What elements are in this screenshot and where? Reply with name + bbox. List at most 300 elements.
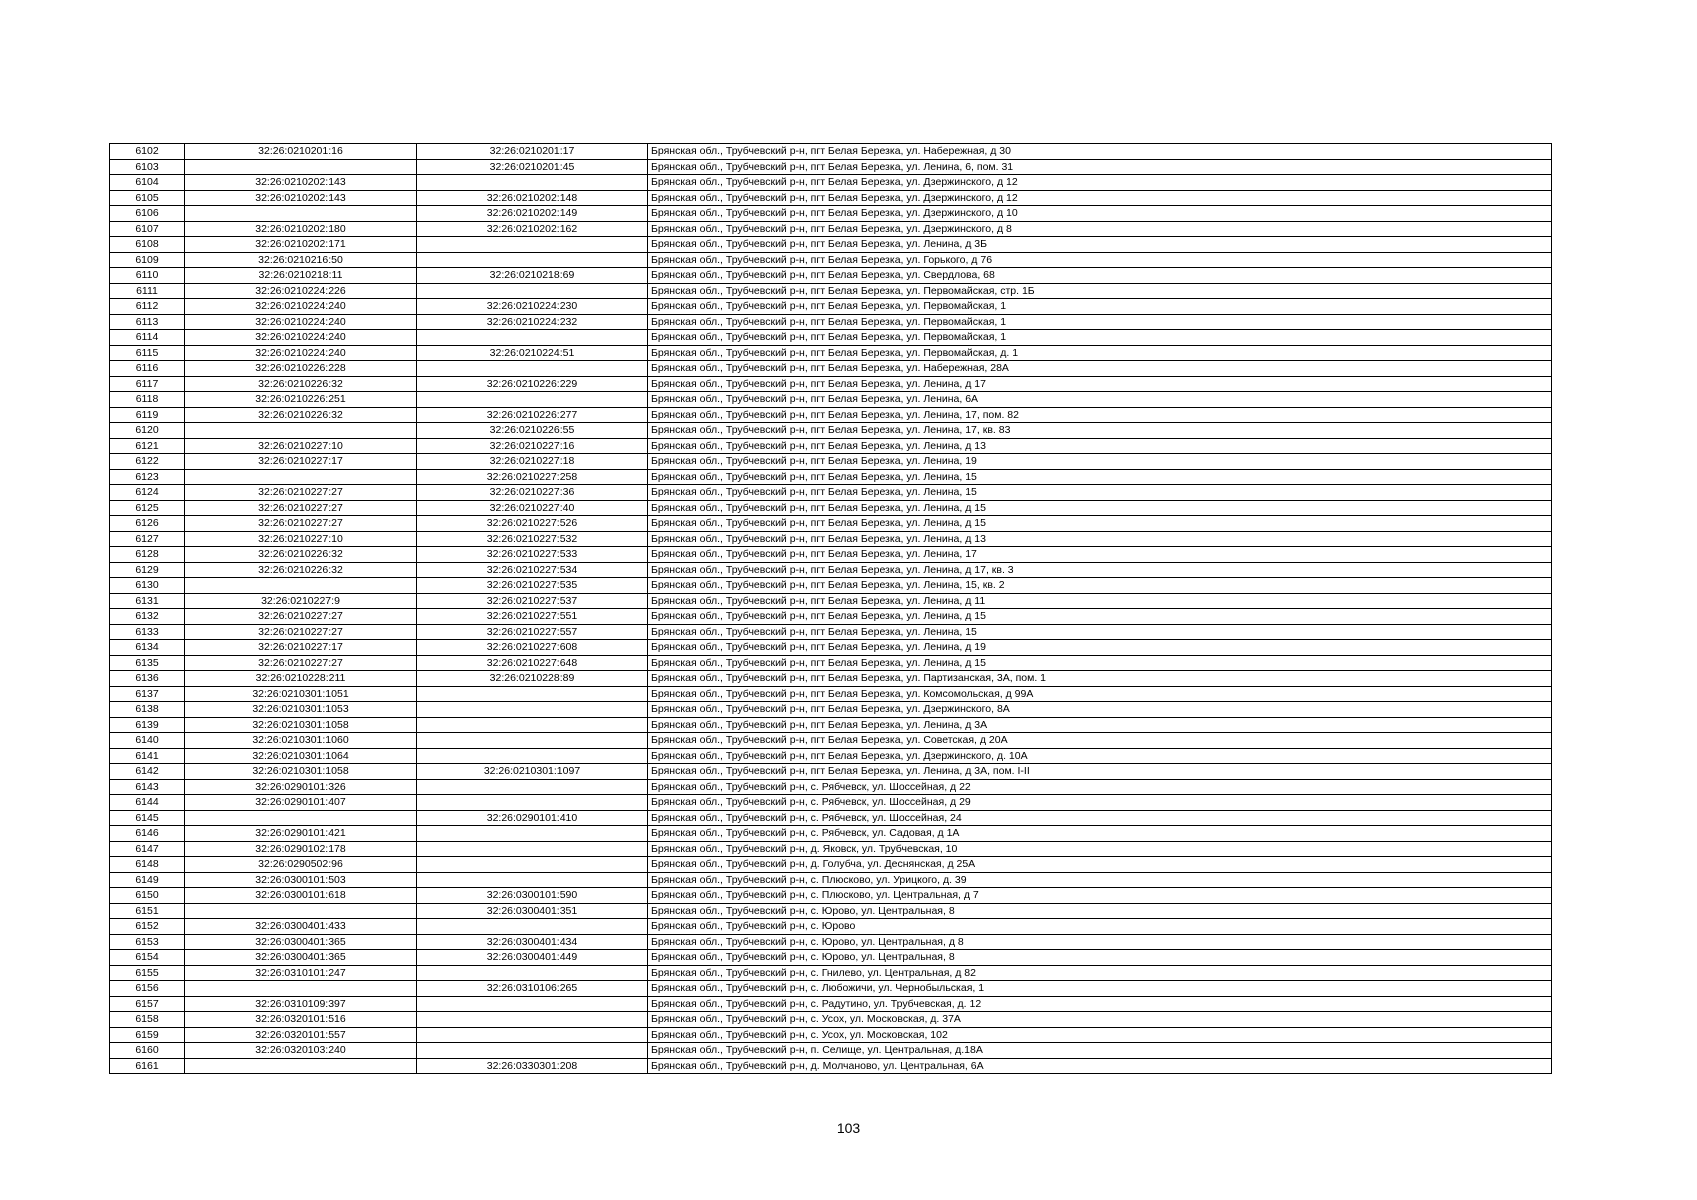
parcel-cadastral-cell: 32:26:0320103:240 xyxy=(185,1043,417,1059)
address-cell: Брянская обл., Трубчевский р-н, п. Селище, ул. Центральная, д.18А xyxy=(648,1043,1552,1059)
row-number-cell: 6111 xyxy=(110,283,185,299)
row-number-cell: 6121 xyxy=(110,438,185,454)
parcel-cadastral-cell: 32:26:0300101:618 xyxy=(185,888,417,904)
address-cell: Брянская обл., Трубчевский р-н, с. Юрово xyxy=(648,919,1552,935)
address-cell: Брянская обл., Трубчевский р-н, пгт Белая Березка, ул. Партизанская, 3А, пом. 1 xyxy=(648,671,1552,687)
address-cell: Брянская обл., Трубчевский р-н, пгт Белая Березка, ул. Дзержинского, д 12 xyxy=(648,175,1552,191)
table-row xyxy=(110,144,1552,160)
building-cadastral-cell: 32:26:0210226:229 xyxy=(417,376,648,392)
row-number-cell: 6107 xyxy=(110,221,185,237)
building-cadastral-cell xyxy=(417,686,648,702)
building-cadastral-cell xyxy=(417,748,648,764)
table-row xyxy=(110,1012,1552,1028)
row-number-cell: 6114 xyxy=(110,330,185,346)
address-cell: Брянская обл., Трубчевский р-н, с. Юрово, ул. Центральная, 8 xyxy=(648,950,1552,966)
parcel-cadastral-cell: 32:26:0210227:27 xyxy=(185,500,417,516)
row-number-cell: 6153 xyxy=(110,934,185,950)
building-cadastral-cell: 32:26:0210227:551 xyxy=(417,609,648,625)
building-cadastral-cell: 32:26:0210301:1097 xyxy=(417,764,648,780)
address-cell: Брянская обл., Трубчевский р-н, пгт Белая Березка, ул. Дзержинского, д 12 xyxy=(648,190,1552,206)
parcel-cadastral-cell: 32:26:0210227:27 xyxy=(185,609,417,625)
building-cadastral-cell xyxy=(417,392,648,408)
address-cell: Брянская обл., Трубчевский р-н, пгт Белая Березка, ул. Ленина, д 19 xyxy=(648,640,1552,656)
building-cadastral-cell xyxy=(417,1043,648,1059)
parcel-cadastral-cell: 32:26:0210202:171 xyxy=(185,237,417,253)
row-number-cell: 6158 xyxy=(110,1012,185,1028)
address-cell: Брянская обл., Трубчевский р-н, с. Усох, ул. Московская, 102 xyxy=(648,1027,1552,1043)
table-row xyxy=(110,531,1552,547)
building-cadastral-cell: 32:26:0210227:533 xyxy=(417,547,648,563)
building-cadastral-cell: 32:26:0330301:208 xyxy=(417,1058,648,1074)
address-cell: Брянская обл., Трубчевский р-н, пгт Белая Березка, ул. Комсомольская, д 99А xyxy=(648,686,1552,702)
address-cell: Брянская обл., Трубчевский р-н, пгт Белая Березка, ул. Ленина, 17 xyxy=(648,547,1552,563)
building-cadastral-cell: 32:26:0210227:526 xyxy=(417,516,648,532)
row-number-cell: 6151 xyxy=(110,903,185,919)
parcel-cadastral-cell: 32:26:0310109:397 xyxy=(185,996,417,1012)
parcel-cadastral-cell: 32:26:0290101:407 xyxy=(185,795,417,811)
row-number-cell: 6122 xyxy=(110,454,185,470)
address-cell: Брянская обл., Трубчевский р-н, пгт Белая Березка, ул. Ленина, д 3Б xyxy=(648,237,1552,253)
parcel-cadastral-cell: 32:26:0210218:11 xyxy=(185,268,417,284)
parcel-cadastral-cell: 32:26:0210224:240 xyxy=(185,345,417,361)
table-row xyxy=(110,578,1552,594)
table-row xyxy=(110,671,1552,687)
address-cell: Брянская обл., Трубчевский р-н, пгт Белая Березка, ул. Ленина, 17, пом. 82 xyxy=(648,407,1552,423)
address-cell: Брянская обл., Трубчевский р-н, пгт Белая Березка, ул. Горького, д 76 xyxy=(648,252,1552,268)
parcel-cadastral-cell: 32:26:0210301:1060 xyxy=(185,733,417,749)
building-cadastral-cell: 32:26:0210218:69 xyxy=(417,268,648,284)
address-cell: Брянская обл., Трубчевский р-н, с. Юрово, ул. Центральная, 8 xyxy=(648,903,1552,919)
address-cell: Брянская обл., Трубчевский р-н, с. Гнилево, ул. Центральная, д 82 xyxy=(648,965,1552,981)
table-row xyxy=(110,314,1552,330)
row-number-cell: 6138 xyxy=(110,702,185,718)
building-cadastral-cell xyxy=(417,283,648,299)
address-cell: Брянская обл., Трубчевский р-н, пгт Белая Березка, ул. Ленина, 15 xyxy=(648,485,1552,501)
address-cell: Брянская обл., Трубчевский р-н, пгт Белая Березка, ул. Советская, д 20А xyxy=(648,733,1552,749)
building-cadastral-cell xyxy=(417,826,648,842)
row-number-cell: 6106 xyxy=(110,206,185,222)
table-row xyxy=(110,469,1552,485)
address-cell: Брянская обл., Трубчевский р-н, д. Молчаново, ул. Центральная, 6А xyxy=(648,1058,1552,1074)
parcel-cadastral-cell: 32:26:0210201:16 xyxy=(185,144,417,160)
table-row xyxy=(110,841,1552,857)
address-cell: Брянская обл., Трубчевский р-н, с. Рябчевск, ул. Шоссейная, 24 xyxy=(648,810,1552,826)
building-cadastral-cell: 32:26:0210202:162 xyxy=(417,221,648,237)
parcel-cadastral-cell xyxy=(185,981,417,997)
row-number-cell: 6130 xyxy=(110,578,185,594)
address-cell: Брянская обл., Трубчевский р-н, пгт Белая Березка, ул. Ленина, д 3А xyxy=(648,717,1552,733)
parcel-cadastral-cell: 32:26:0210224:240 xyxy=(185,299,417,315)
building-cadastral-cell xyxy=(417,717,648,733)
building-cadastral-cell: 32:26:0210228:89 xyxy=(417,671,648,687)
address-cell: Брянская обл., Трубчевский р-н, пгт Белая Березка, ул. Первомайская, д. 1 xyxy=(648,345,1552,361)
row-number-cell: 6103 xyxy=(110,159,185,175)
table-row xyxy=(110,237,1552,253)
address-cell: Брянская обл., Трубчевский р-н, пгт Белая Березка, ул. Набережная, д 30 xyxy=(648,144,1552,160)
address-cell: Брянская обл., Трубчевский р-н, пгт Белая Березка, ул. Первомайская, 1 xyxy=(648,299,1552,315)
table-row xyxy=(110,888,1552,904)
table-row xyxy=(110,206,1552,222)
address-cell: Брянская обл., Трубчевский р-н, пгт Белая Березка, ул. Ленина, 6, пом. 31 xyxy=(648,159,1552,175)
building-cadastral-cell: 32:26:0210227:40 xyxy=(417,500,648,516)
table-row xyxy=(110,857,1552,873)
parcel-cadastral-cell xyxy=(185,206,417,222)
registry-table xyxy=(109,143,1552,1074)
address-cell: Брянская обл., Трубчевский р-н, с. Любожичи, ул. Чернобыльская, 1 xyxy=(648,981,1552,997)
table-row xyxy=(110,826,1552,842)
address-cell: Брянская обл., Трубчевский р-н, с. Юрово, ул. Центральная, д 8 xyxy=(648,934,1552,950)
address-cell: Брянская обл., Трубчевский р-н, пгт Белая Березка, ул. Ленина, д 13 xyxy=(648,438,1552,454)
building-cadastral-cell: 32:26:0210227:537 xyxy=(417,593,648,609)
table-row xyxy=(110,252,1552,268)
parcel-cadastral-cell: 32:26:0300401:365 xyxy=(185,934,417,950)
table-row xyxy=(110,934,1552,950)
parcel-cadastral-cell: 32:26:0210216:50 xyxy=(185,252,417,268)
table-row xyxy=(110,1043,1552,1059)
parcel-cadastral-cell: 32:26:0210226:228 xyxy=(185,361,417,377)
building-cadastral-cell: 32:26:0310106:265 xyxy=(417,981,648,997)
parcel-cadastral-cell: 32:26:0210226:32 xyxy=(185,562,417,578)
building-cadastral-cell xyxy=(417,1027,648,1043)
row-number-cell: 6156 xyxy=(110,981,185,997)
table-row xyxy=(110,965,1552,981)
row-number-cell: 6105 xyxy=(110,190,185,206)
building-cadastral-cell xyxy=(417,996,648,1012)
table-row xyxy=(110,547,1552,563)
parcel-cadastral-cell: 32:26:0210224:240 xyxy=(185,314,417,330)
building-cadastral-cell: 32:26:0210227:557 xyxy=(417,624,648,640)
building-cadastral-cell xyxy=(417,872,648,888)
row-number-cell: 6131 xyxy=(110,593,185,609)
table-row xyxy=(110,810,1552,826)
parcel-cadastral-cell: 32:26:0210227:27 xyxy=(185,485,417,501)
parcel-cadastral-cell: 32:26:0210227:27 xyxy=(185,655,417,671)
row-number-cell: 6144 xyxy=(110,795,185,811)
building-cadastral-cell: 32:26:0210226:55 xyxy=(417,423,648,439)
row-number-cell: 6113 xyxy=(110,314,185,330)
table-row xyxy=(110,392,1552,408)
address-cell: Брянская обл., Трубчевский р-н, пгт Белая Березка, ул. Ленина, д 17, кв. 3 xyxy=(648,562,1552,578)
address-cell: Брянская обл., Трубчевский р-н, пгт Белая Березка, ул. Дзержинского, д. 10А xyxy=(648,748,1552,764)
address-cell: Брянская обл., Трубчевский р-н, пгт Белая Березка, ул. Набережная, 28А xyxy=(648,361,1552,377)
table-row xyxy=(110,1058,1552,1074)
row-number-cell: 6154 xyxy=(110,950,185,966)
parcel-cadastral-cell xyxy=(185,1058,417,1074)
row-number-cell: 6118 xyxy=(110,392,185,408)
table-row xyxy=(110,361,1552,377)
building-cadastral-cell: 32:26:0210202:149 xyxy=(417,206,648,222)
parcel-cadastral-cell xyxy=(185,810,417,826)
table-row xyxy=(110,299,1552,315)
building-cadastral-cell: 32:26:0210226:277 xyxy=(417,407,648,423)
table-row xyxy=(110,748,1552,764)
address-cell: Брянская обл., Трубчевский р-н, д. Голубча, ул. Деснянская, д 25А xyxy=(648,857,1552,873)
row-number-cell: 6137 xyxy=(110,686,185,702)
parcel-cadastral-cell xyxy=(185,159,417,175)
building-cadastral-cell: 32:26:0210202:148 xyxy=(417,190,648,206)
building-cadastral-cell xyxy=(417,702,648,718)
parcel-cadastral-cell xyxy=(185,423,417,439)
row-number-cell: 6157 xyxy=(110,996,185,1012)
row-number-cell: 6109 xyxy=(110,252,185,268)
table-row xyxy=(110,640,1552,656)
parcel-cadastral-cell: 32:26:0210227:27 xyxy=(185,624,417,640)
table-row xyxy=(110,795,1552,811)
row-number-cell: 6136 xyxy=(110,671,185,687)
building-cadastral-cell: 32:26:0300401:434 xyxy=(417,934,648,950)
table-row xyxy=(110,764,1552,780)
address-cell: Брянская обл., Трубчевский р-н, пгт Белая Березка, ул. Дзержинского, д 8 xyxy=(648,221,1552,237)
row-number-cell: 6140 xyxy=(110,733,185,749)
table-row xyxy=(110,562,1552,578)
table-row xyxy=(110,345,1552,361)
building-cadastral-cell: 32:26:0210227:532 xyxy=(417,531,648,547)
table-row xyxy=(110,981,1552,997)
parcel-cadastral-cell: 32:26:0210301:1064 xyxy=(185,748,417,764)
building-cadastral-cell xyxy=(417,795,648,811)
building-cadastral-cell: 32:26:0210224:232 xyxy=(417,314,648,330)
address-cell: Брянская обл., Трубчевский р-н, пгт Белая Березка, ул. Ленина, 15 xyxy=(648,624,1552,640)
address-cell: Брянская обл., Трубчевский р-н, пгт Белая Березка, ул. Ленина, д 3А, пом. I-II xyxy=(648,764,1552,780)
table-row xyxy=(110,950,1552,966)
row-number-cell: 6133 xyxy=(110,624,185,640)
table-row xyxy=(110,733,1552,749)
row-number-cell: 6145 xyxy=(110,810,185,826)
parcel-cadastral-cell: 32:26:0210227:17 xyxy=(185,454,417,470)
building-cadastral-cell: 32:26:0300101:590 xyxy=(417,888,648,904)
parcel-cadastral-cell: 32:26:0300401:433 xyxy=(185,919,417,935)
building-cadastral-cell xyxy=(417,733,648,749)
table-row xyxy=(110,407,1552,423)
parcel-cadastral-cell: 32:26:0210228:211 xyxy=(185,671,417,687)
building-cadastral-cell: 32:26:0290101:410 xyxy=(417,810,648,826)
table-row xyxy=(110,686,1552,702)
row-number-cell: 6115 xyxy=(110,345,185,361)
parcel-cadastral-cell: 32:26:0320101:557 xyxy=(185,1027,417,1043)
parcel-cadastral-cell xyxy=(185,903,417,919)
row-number-cell: 6116 xyxy=(110,361,185,377)
row-number-cell: 6110 xyxy=(110,268,185,284)
table-row xyxy=(110,779,1552,795)
row-number-cell: 6128 xyxy=(110,547,185,563)
table-row xyxy=(110,702,1552,718)
row-number-cell: 6108 xyxy=(110,237,185,253)
parcel-cadastral-cell xyxy=(185,469,417,485)
parcel-cadastral-cell: 32:26:0210227:27 xyxy=(185,516,417,532)
row-number-cell: 6129 xyxy=(110,562,185,578)
row-number-cell: 6161 xyxy=(110,1058,185,1074)
address-cell: Брянская обл., Трубчевский р-н, пгт Белая Березка, ул. Ленина, 6А xyxy=(648,392,1552,408)
building-cadastral-cell xyxy=(417,779,648,795)
table-row xyxy=(110,655,1552,671)
parcel-cadastral-cell: 32:26:0210202:143 xyxy=(185,175,417,191)
table-row xyxy=(110,609,1552,625)
building-cadastral-cell: 32:26:0210227:608 xyxy=(417,640,648,656)
address-cell: Брянская обл., Трубчевский р-н, пгт Белая Березка, ул. Первомайская, стр. 1Б xyxy=(648,283,1552,299)
table-row xyxy=(110,159,1552,175)
address-cell: Брянская обл., Трубчевский р-н, с. Рябчевск, ул. Шоссейная, д 29 xyxy=(648,795,1552,811)
table-row xyxy=(110,919,1552,935)
row-number-cell: 6125 xyxy=(110,500,185,516)
row-number-cell: 6120 xyxy=(110,423,185,439)
row-number-cell: 6117 xyxy=(110,376,185,392)
row-number-cell: 6141 xyxy=(110,748,185,764)
address-cell: Брянская обл., Трубчевский р-н, пгт Белая Березка, ул. Ленина, д 15 xyxy=(648,500,1552,516)
address-cell: Брянская обл., Трубчевский р-н, с. Радутино, ул. Трубчевская, д. 12 xyxy=(648,996,1552,1012)
row-number-cell: 6127 xyxy=(110,531,185,547)
row-number-cell: 6150 xyxy=(110,888,185,904)
building-cadastral-cell xyxy=(417,919,648,935)
address-cell: Брянская обл., Трубчевский р-н, пгт Белая Березка, ул. Первомайская, 1 xyxy=(648,314,1552,330)
parcel-cadastral-cell: 32:26:0300101:503 xyxy=(185,872,417,888)
table-row xyxy=(110,423,1552,439)
building-cadastral-cell: 32:26:0300401:449 xyxy=(417,950,648,966)
row-number-cell: 6123 xyxy=(110,469,185,485)
address-cell: Брянская обл., Трубчевский р-н, с. Плюсково, ул. Центральная, д 7 xyxy=(648,888,1552,904)
parcel-cadastral-cell: 32:26:0320101:516 xyxy=(185,1012,417,1028)
parcel-cadastral-cell: 32:26:0210227:17 xyxy=(185,640,417,656)
building-cadastral-cell xyxy=(417,841,648,857)
parcel-cadastral-cell: 32:26:0210301:1058 xyxy=(185,717,417,733)
table-row xyxy=(110,1027,1552,1043)
building-cadastral-cell: 32:26:0300401:351 xyxy=(417,903,648,919)
address-cell: Брянская обл., Трубчевский р-н, пгт Белая Березка, ул. Дзержинского, 8А xyxy=(648,702,1552,718)
page-number: 103 xyxy=(836,1120,861,1136)
building-cadastral-cell xyxy=(417,857,648,873)
row-number-cell: 6102 xyxy=(110,144,185,160)
table-row xyxy=(110,454,1552,470)
address-cell: Брянская обл., Трубчевский р-н, с. Рябчевск, ул. Садовая, д 1А xyxy=(648,826,1552,842)
address-cell: Брянская обл., Трубчевский р-н, пгт Белая Березка, ул. Ленина, 17, кв. 83 xyxy=(648,423,1552,439)
building-cadastral-cell: 32:26:0210201:17 xyxy=(417,144,648,160)
parcel-cadastral-cell: 32:26:0290101:326 xyxy=(185,779,417,795)
address-cell: Брянская обл., Трубчевский р-н, пгт Белая Березка, ул. Ленина, д 17 xyxy=(648,376,1552,392)
row-number-cell: 6139 xyxy=(110,717,185,733)
parcel-cadastral-cell: 32:26:0210227:10 xyxy=(185,531,417,547)
table-row xyxy=(110,190,1552,206)
address-cell: Брянская обл., Трубчевский р-н, с. Рябчевск, ул. Шоссейная, д 22 xyxy=(648,779,1552,795)
row-number-cell: 6104 xyxy=(110,175,185,191)
table-row xyxy=(110,283,1552,299)
row-number-cell: 6126 xyxy=(110,516,185,532)
address-cell: Брянская обл., Трубчевский р-н, пгт Белая Березка, ул. Ленина, д 15 xyxy=(648,516,1552,532)
address-cell: Брянская обл., Трубчевский р-н, пгт Белая Березка, ул. Ленина, д 11 xyxy=(648,593,1552,609)
parcel-cadastral-cell: 32:26:0210301:1053 xyxy=(185,702,417,718)
parcel-cadastral-cell: 32:26:0210224:240 xyxy=(185,330,417,346)
row-number-cell: 6124 xyxy=(110,485,185,501)
table-row xyxy=(110,593,1552,609)
row-number-cell: 6146 xyxy=(110,826,185,842)
parcel-cadastral-cell: 32:26:0210301:1051 xyxy=(185,686,417,702)
table-row xyxy=(110,500,1552,516)
table-row xyxy=(110,376,1552,392)
row-number-cell: 6147 xyxy=(110,841,185,857)
address-cell: Брянская обл., Трубчевский р-н, пгт Белая Березка, ул. Ленина, 15 xyxy=(648,469,1552,485)
registry-table-body xyxy=(110,144,1552,1074)
building-cadastral-cell: 32:26:0210227:534 xyxy=(417,562,648,578)
parcel-cadastral-cell: 32:26:0210226:32 xyxy=(185,376,417,392)
address-cell: Брянская обл., Трубчевский р-н, пгт Белая Березка, ул. Ленина, 15, кв. 2 xyxy=(648,578,1552,594)
address-cell: Брянская обл., Трубчевский р-н, пгт Белая Березка, ул. Дзержинского, д 10 xyxy=(648,206,1552,222)
parcel-cadastral-cell: 32:26:0300401:365 xyxy=(185,950,417,966)
table-row xyxy=(110,330,1552,346)
building-cadastral-cell: 32:26:0210224:51 xyxy=(417,345,648,361)
address-cell: Брянская обл., Трубчевский р-н, пгт Белая Березка, ул. Свердлова, 68 xyxy=(648,268,1552,284)
row-number-cell: 6160 xyxy=(110,1043,185,1059)
building-cadastral-cell: 32:26:0210227:648 xyxy=(417,655,648,671)
row-number-cell: 6143 xyxy=(110,779,185,795)
building-cadastral-cell xyxy=(417,1012,648,1028)
table-row xyxy=(110,516,1552,532)
building-cadastral-cell xyxy=(417,330,648,346)
address-cell: Брянская обл., Трубчевский р-н, пгт Белая Березка, ул. Ленина, д 13 xyxy=(648,531,1552,547)
building-cadastral-cell xyxy=(417,252,648,268)
parcel-cadastral-cell: 32:26:0210301:1058 xyxy=(185,764,417,780)
table-row xyxy=(110,175,1552,191)
row-number-cell: 6148 xyxy=(110,857,185,873)
table-row xyxy=(110,624,1552,640)
row-number-cell: 6159 xyxy=(110,1027,185,1043)
table-row xyxy=(110,438,1552,454)
table-row xyxy=(110,903,1552,919)
address-cell: Брянская обл., Трубчевский р-н, пгт Белая Березка, ул. Ленина, д 15 xyxy=(648,655,1552,671)
building-cadastral-cell xyxy=(417,175,648,191)
table-row xyxy=(110,221,1552,237)
building-cadastral-cell xyxy=(417,361,648,377)
row-number-cell: 6132 xyxy=(110,609,185,625)
table-row xyxy=(110,485,1552,501)
address-cell: Брянская обл., Трубчевский р-н, пгт Белая Березка, ул. Первомайская, 1 xyxy=(648,330,1552,346)
address-cell: Брянская обл., Трубчевский р-н, с. Усох, ул. Московская, д. 37А xyxy=(648,1012,1552,1028)
row-number-cell: 6134 xyxy=(110,640,185,656)
parcel-cadastral-cell: 32:26:0210202:143 xyxy=(185,190,417,206)
building-cadastral-cell: 32:26:0210227:258 xyxy=(417,469,648,485)
address-cell: Брянская обл., Трубчевский р-н, с. Плюсково, ул. Урицкого, д. 39 xyxy=(648,872,1552,888)
row-number-cell: 6152 xyxy=(110,919,185,935)
parcel-cadastral-cell: 32:26:0290502:96 xyxy=(185,857,417,873)
parcel-cadastral-cell: 32:26:0210226:32 xyxy=(185,407,417,423)
building-cadastral-cell: 32:26:0210227:16 xyxy=(417,438,648,454)
building-cadastral-cell: 32:26:0210224:230 xyxy=(417,299,648,315)
row-number-cell: 6149 xyxy=(110,872,185,888)
table-row xyxy=(110,268,1552,284)
building-cadastral-cell: 32:26:0210227:36 xyxy=(417,485,648,501)
parcel-cadastral-cell: 32:26:0290101:421 xyxy=(185,826,417,842)
address-cell: Брянская обл., Трубчевский р-н, д. Яковск, ул. Трубчевская, 10 xyxy=(648,841,1552,857)
row-number-cell: 6142 xyxy=(110,764,185,780)
table-row xyxy=(110,996,1552,1012)
parcel-cadastral-cell: 32:26:0210202:180 xyxy=(185,221,417,237)
parcel-cadastral-cell: 32:26:0210224:226 xyxy=(185,283,417,299)
building-cadastral-cell: 32:26:0210201:45 xyxy=(417,159,648,175)
building-cadastral-cell xyxy=(417,965,648,981)
building-cadastral-cell: 32:26:0210227:18 xyxy=(417,454,648,470)
parcel-cadastral-cell: 32:26:0210227:10 xyxy=(185,438,417,454)
parcel-cadastral-cell xyxy=(185,578,417,594)
table-row xyxy=(110,717,1552,733)
table-row xyxy=(110,872,1552,888)
parcel-cadastral-cell: 32:26:0290102:178 xyxy=(185,841,417,857)
address-cell: Брянская обл., Трубчевский р-н, пгт Белая Березка, ул. Ленина, д 15 xyxy=(648,609,1552,625)
row-number-cell: 6135 xyxy=(110,655,185,671)
address-cell: Брянская обл., Трубчевский р-н, пгт Белая Березка, ул. Ленина, 19 xyxy=(648,454,1552,470)
parcel-cadastral-cell: 32:26:0310101:247 xyxy=(185,965,417,981)
row-number-cell: 6119 xyxy=(110,407,185,423)
row-number-cell: 6112 xyxy=(110,299,185,315)
building-cadastral-cell: 32:26:0210227:535 xyxy=(417,578,648,594)
parcel-cadastral-cell: 32:26:0210226:251 xyxy=(185,392,417,408)
building-cadastral-cell xyxy=(417,237,648,253)
